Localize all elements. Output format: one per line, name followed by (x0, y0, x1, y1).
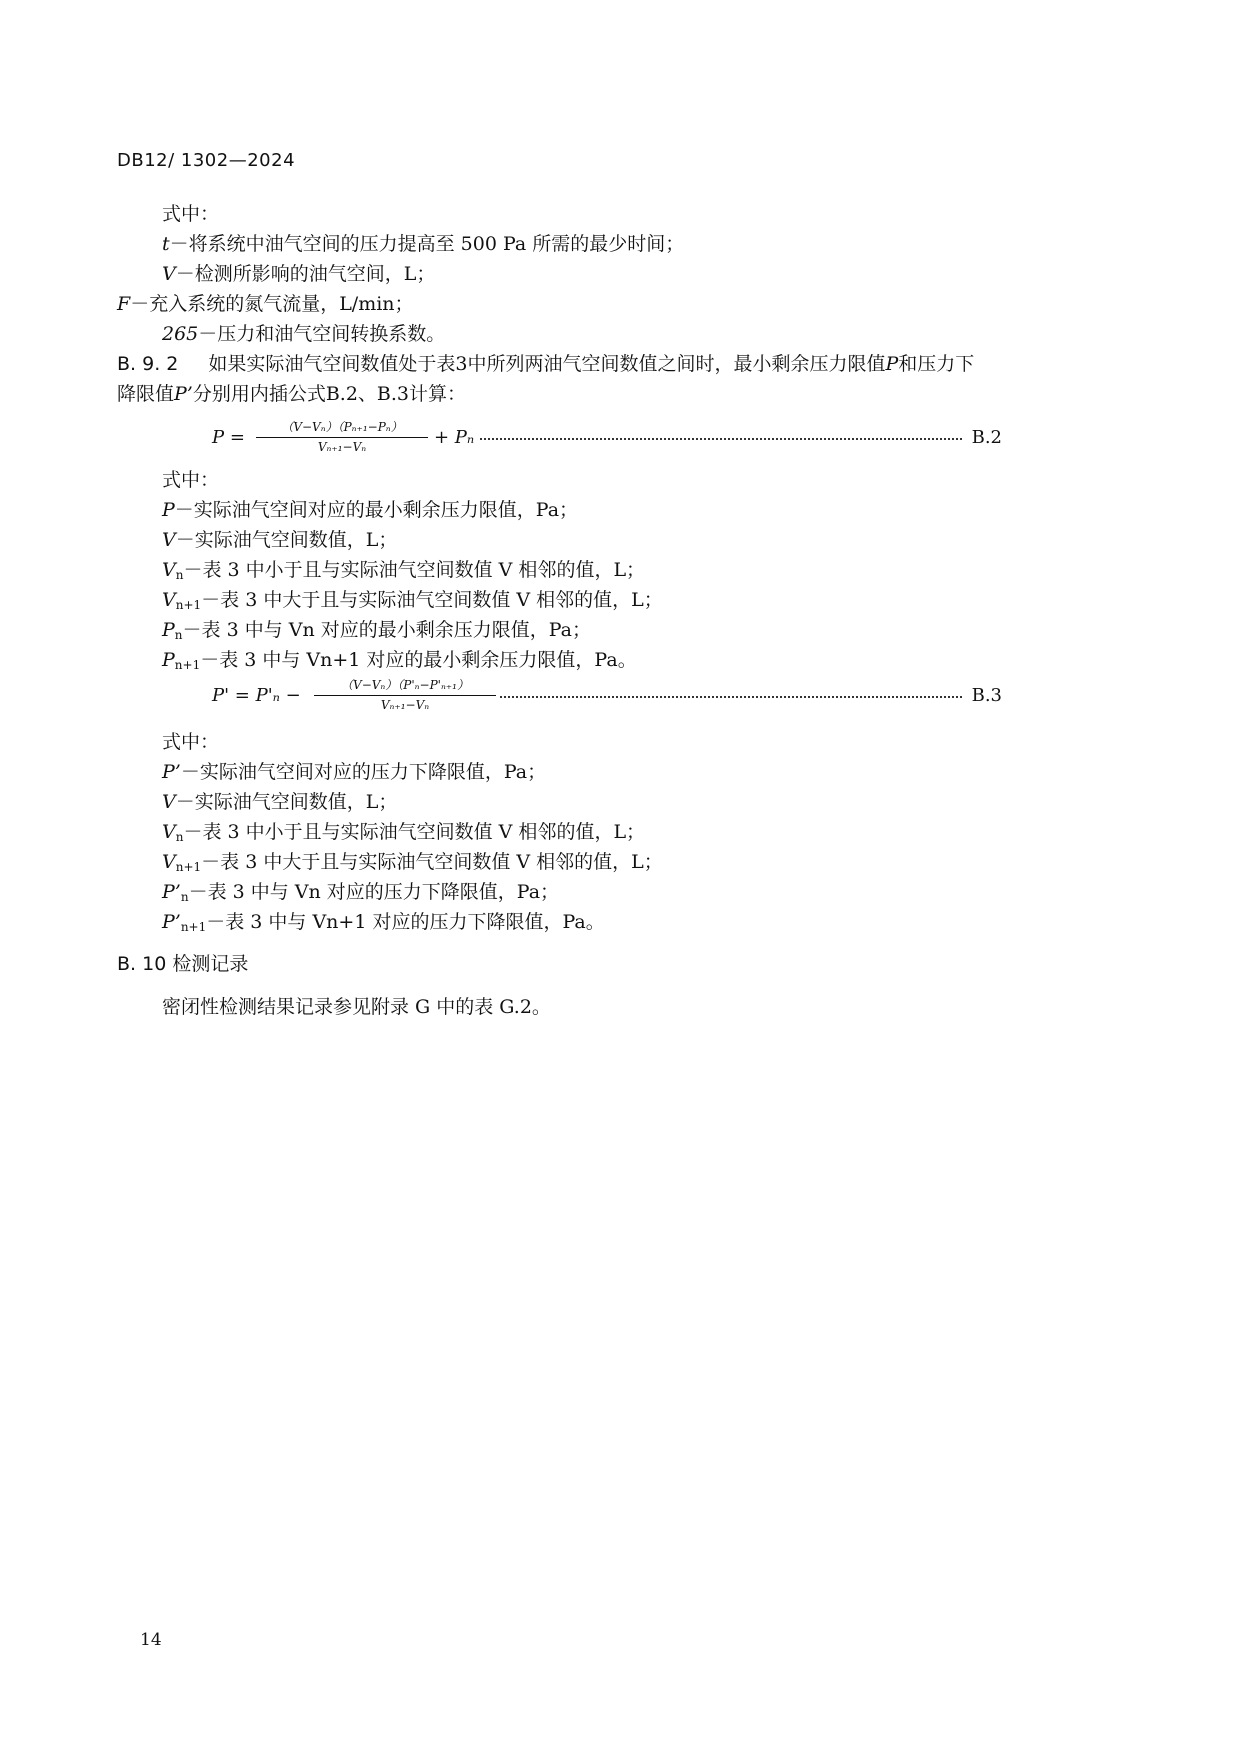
definition-text: －将系统中油气空间的压力提高至 500 Pa 所需的最少时间； (169, 233, 685, 255)
subscript: n (180, 890, 189, 904)
definition-text: －充入系统的氮气流量，L/min； (130, 293, 414, 315)
symbol-p-prime: P’ (174, 383, 193, 405)
definition-text: －表 3 中大于且与实际油气空间数值 V 相邻的值，L； (201, 851, 663, 873)
definition-text: －实际油气空间数值，L； (175, 791, 398, 813)
definition-p (162, 498, 578, 522)
symbol: V (162, 263, 176, 285)
definition-v (162, 528, 397, 552)
symbol: t (162, 233, 170, 255)
definition-vn1 (162, 850, 663, 879)
symbol: V (162, 821, 176, 843)
where-label: 式中： (162, 731, 220, 753)
symbol: P’ (162, 761, 181, 783)
definition-text: －压力和油气空间转换系数。 (198, 323, 446, 345)
definition-text: －表 3 中与 Vn 对应的最小剩余压力限值，Pa； (182, 619, 591, 641)
symbol: P (162, 619, 175, 641)
subscript: n+1 (180, 920, 207, 934)
definition-t (162, 232, 684, 256)
formula-number: B.2 (971, 427, 1002, 448)
symbol-p: P (885, 353, 899, 375)
fraction-denominator: Vₙ₊₁−Vₙ (317, 440, 367, 454)
subscript: n (174, 628, 183, 642)
leader-dots (480, 438, 962, 440)
where-label: 式中： (162, 469, 220, 491)
section-b10-heading: B. 10 检测记录 (117, 953, 249, 975)
symbol: V (162, 589, 176, 611)
definition-p-prime-n1 (162, 910, 605, 939)
symbol: P’ (162, 911, 181, 933)
paragraph-text: 如果实际油气空间数值处于表3中所列两油气空间数值之间时，最小剩余压力限值 (208, 353, 886, 375)
subscript: n (175, 568, 184, 582)
section-b92-line2 (117, 382, 466, 406)
definition-text: －表 3 中与 Vn 对应的压力下降限值，Pa； (188, 881, 560, 903)
symbol: V (162, 529, 176, 551)
symbol: F (117, 293, 131, 315)
paragraph-text-end: 分别用内插公式B.2、B.3计算： (192, 383, 467, 405)
definition-vn (162, 558, 645, 587)
formula-rest: + Pₙ (434, 427, 475, 448)
definition-text: －实际油气空间对应的最小剩余压力限值，Pa； (174, 499, 579, 521)
formula-fraction (314, 676, 496, 712)
symbol: 265 (162, 323, 199, 345)
subscript: n+1 (175, 860, 202, 874)
formula-fraction (256, 418, 428, 454)
section-b10-body: 密闭性检测结果记录参见附录 G 中的表 G.2。 (162, 996, 551, 1018)
definition-text: －表 3 中大于且与实际油气空间数值 V 相邻的值，L； (201, 589, 663, 611)
fraction-numerator: （V−Vₙ）（P'ₙ−P'ₙ₊₁） (341, 678, 469, 692)
fraction-bar (256, 437, 428, 438)
definition-v (162, 790, 397, 814)
definition-p-prime-n (162, 880, 559, 909)
formula-lhs: P' = P'ₙ − (212, 685, 301, 706)
definition-pn (162, 618, 591, 647)
fraction-numerator: （V−Vₙ）（Pₙ₊₁−Pₙ） (281, 420, 403, 434)
symbol: V (162, 791, 176, 813)
definition-vn1 (162, 588, 663, 617)
definition-265 (162, 322, 445, 346)
definition-f (117, 292, 414, 316)
formula-lhs: P = (212, 427, 245, 448)
symbol: V (162, 851, 176, 873)
fraction-denominator: Vₙ₊₁−Vₙ (380, 698, 430, 712)
definition-p-prime (162, 760, 546, 784)
symbol: V (162, 559, 176, 581)
paragraph-text: 降限值 (117, 383, 175, 405)
page-number: 14 (140, 1630, 162, 1650)
definition-v (162, 262, 435, 286)
formula-b3 (212, 676, 1002, 720)
symbol: P (162, 649, 175, 671)
definition-text: －表 3 中与 Vn+1 对应的压力下降限值，Pa。 (206, 911, 605, 933)
definition-pn1 (162, 648, 637, 677)
formula-number: B.3 (971, 685, 1002, 706)
section-number: B. 9. 2 (117, 353, 179, 375)
document-code: DB12/ 1302—2024 (117, 150, 296, 171)
definition-text: －实际油气空间对应的压力下降限值，Pa； (180, 761, 547, 783)
definition-text: －表 3 中小于且与实际油气空间数值 V 相邻的值，L； (183, 821, 646, 843)
definition-text: －检测所影响的油气空间，L； (175, 263, 436, 285)
formula-b2 (212, 418, 1002, 462)
section-b92-line1 (117, 352, 974, 376)
where-label: 式中： (162, 203, 220, 225)
definition-vn (162, 820, 645, 849)
leader-dots (500, 696, 962, 698)
subscript: n+1 (175, 598, 202, 612)
paragraph-text-end: 和压力下 (898, 353, 975, 375)
symbol: P (162, 499, 175, 521)
subscript: n+1 (174, 658, 201, 672)
fraction-bar (314, 695, 496, 696)
subscript: n (175, 830, 184, 844)
definition-text: －表 3 中小于且与实际油气空间数值 V 相邻的值，L； (183, 559, 646, 581)
definition-text: －表 3 中与 Vn+1 对应的最小剩余压力限值，Pa。 (200, 649, 637, 671)
symbol: P’ (162, 881, 181, 903)
definition-text: －实际油气空间数值，L； (175, 529, 398, 551)
